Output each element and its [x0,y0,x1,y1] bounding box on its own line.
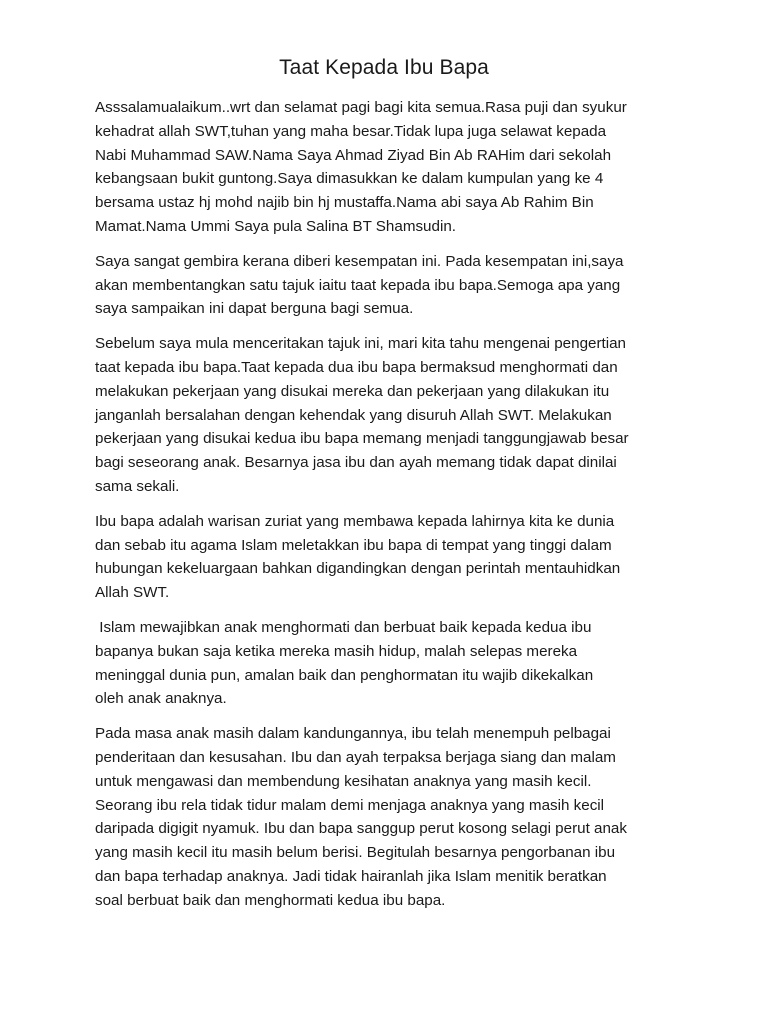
paragraph-introduction [95,96,695,239]
paragraph-line: kehadrat allah SWT,tuhan yang maha besar.Tidak lupa juga selawat kepada [95,122,607,140]
paragraph-line: oleh anak anaknya. [95,690,227,708]
paragraph-line: soal berbuat baik dan menghormati kedua ibu bapa. [95,891,446,909]
paragraph-line: meninggal dunia pun, amalan baik dan penghormatan itu wajib dikekalkan [95,666,594,684]
paragraph-line: Asssalamualaikum..wrt dan selamat pagi bagi kita semua.Rasa puji dan syukur [95,99,627,116]
paragraph-line: janganlah bersalahan dengan kehendak yang disuruh Allah SWT. Melakukan [95,406,612,424]
paragraph-line: penderitaan dan kesusahan. Ibu dan ayah terpaksa berjaga siang dan malam [95,748,616,766]
paragraph-definition [95,332,695,499]
paragraph-line: dan sebab itu agama Islam meletakkan ibu bapa di tempat yang tinggi dalam [95,536,612,554]
paragraph-line: Pada masa anak masih dalam kandungannya, ibu telah menempuh pelbagai [95,725,611,743]
paragraph-line: daripada digigit nyamuk. Ibu dan bapa sanggup perut kosong selagi perut anak [95,820,627,838]
paragraph-line: Seorang ibu rela tidak tidur malam demi menjaga anaknya yang masih kecil [95,796,605,814]
paragraph-line: bagi seseorang anak. Besarnya jasa ibu dan ayah memang tidak dapat dinilai [95,454,617,472]
paragraph-line: Ibu bapa adalah warisan zuriat yang membawa kepada lahirnya kita ke dunia [95,512,615,530]
paragraph-line: kebangsaan bukit guntong.Saya dimasukkan ke dalam kumpulan yang ke 4 [95,170,604,188]
document-title: Taat Kepada Ibu Bapa [279,56,489,79]
paragraph-line: dan bapa terhadap anaknya. Jadi tidak hairanlah jika Islam menitik beratkan [95,867,607,885]
paragraph-line: yang masih kecil itu masih belum berisi. Begitulah besarnya pengorbanan ibu [95,844,616,862]
paragraph-line: pekerjaan yang disukai kedua ibu bapa memang menjadi tanggungjawab besar [95,430,629,448]
paragraph-line: saya sampaikan ini dapat berguna bagi semua. [95,300,414,318]
paragraph-heritage [95,510,695,605]
paragraph-line: bapanya bukan saja ketika mereka masih hidup, malah selepas mereka [95,642,578,660]
paragraph-line: hubungan kekeluargaan bahkan digandingkan dengan perintah mentauhidkan [95,560,621,578]
paragraph-line: Sebelum saya mula menceritakan tajuk ini, mari kita tahu mengenai pengertian [95,335,627,353]
document-body [95,96,695,924]
paragraph-line: melakukan pekerjaan yang disukai mereka dan pekerjaan yang dilakukan itu [95,382,610,400]
paragraph-line: taat kepada ibu bapa.Taat kepada dua ibu bapa bermaksud menghormati dan [95,358,618,376]
paragraph-line: Islam mewajibkan anak menghormati dan berbuat baik kepada kedua ibu [95,618,592,636]
paragraph-line: Nabi Muhammad SAW.Nama Saya Ahmad Ziyad Bin Ab RAHim dari sekolah [95,146,612,164]
paragraph-line: Saya sangat gembira kerana diberi kesempatan ini. Pada kesempatan ini,saya [95,252,624,270]
paragraph-line: sama sekali. [95,477,180,495]
paragraph-line: bersama ustaz hj mohd najib bin hj mustaffa.Nama abi saya Ab Rahim Bin [95,194,594,212]
paragraph-line: Mamat.Nama Ummi Saya pula Salina BT Shamsudin. [95,217,456,235]
paragraph-obligation [95,616,695,711]
paragraph-line: akan membentangkan satu tajuk iaitu taat kepada ibu bapa.Semoga apa yang [95,276,621,294]
paragraph-sacrifice [95,722,695,912]
paragraph-topic [95,250,695,321]
paragraph-line: untuk mengawasi dan membendung kesihatan anaknya yang masih kecil. [95,772,592,790]
paragraph-line: Allah SWT. [95,584,170,602]
